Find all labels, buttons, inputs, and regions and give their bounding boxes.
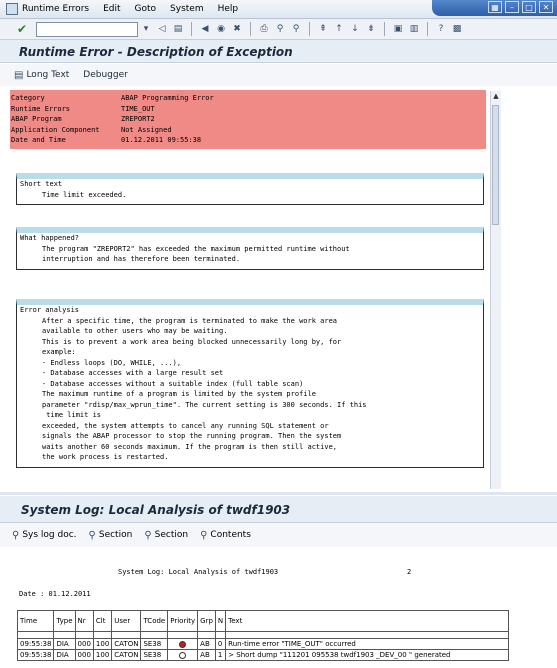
help-icon[interactable]: ? [438,24,444,34]
long-text-button[interactable] [14,70,69,81]
new-session-icon[interactable]: ▣ [393,24,403,34]
find-next-icon[interactable]: ⚲ [292,24,300,34]
cell-grp: AB [198,650,216,661]
header-key: Date and Time [11,136,66,144]
section-icon: ⚲ [88,529,96,541]
cell-clt: 100 [93,650,111,661]
debugger-button[interactable] [83,70,128,80]
vertical-scrollbar[interactable] [490,91,501,489]
next-page-icon[interactable]: ↓ [351,24,359,34]
section-button-2[interactable] [144,530,188,541]
cell-grp: AB [198,639,216,650]
save-icon[interactable]: ▤ [173,24,183,34]
standard-toolbar [0,19,557,40]
section-line: After a specific time, the program is terminated to make the work area [42,316,338,325]
section-line: the work process is restarted. [42,453,169,461]
table-row[interactable] [18,639,509,650]
menu-help[interactable]: Help [217,4,239,14]
debugger-label: Debugger [83,70,128,80]
section-label: Section [98,530,133,540]
column-header: Text [226,611,509,632]
syslog-list-title: System Log: Local Analysis of twdf1903 [118,568,279,576]
application-toolbar [0,64,557,86]
column-header: Clt [93,611,111,632]
minimize-icon[interactable]: – [505,1,519,13]
command-field[interactable] [36,22,138,37]
cell-type: DIA [54,639,75,650]
syslog-toolbar [0,523,557,547]
cell-tcode: SE38 [141,650,168,661]
section-icon: ⚲ [144,529,152,541]
section-line: parameter "rdisp/max_wprun_time". The current setting is 300 seconds. If this [42,400,367,409]
dump-content [8,90,488,490]
section-line: available to other users who may be waiting. [42,327,228,335]
section-line: - Endless loops (DO, WHILE, ...), [42,358,182,367]
header-value: ABAP Programming Error [121,94,214,102]
last-page-icon[interactable]: ⇟ [367,24,375,34]
header-key: ABAP Program [11,115,62,123]
section-line: - Database accesses with a large result set [42,369,224,377]
sys-log-doc-label: Sys log doc. [22,530,77,540]
column-header: Type [54,611,75,632]
toolbar-separator [427,22,428,36]
section-line: This is to prevent a work area being blocked unnecessarily long by, for [42,337,342,346]
what-happened-box [16,227,484,270]
window-controls [432,0,557,16]
app-menu-icon[interactable] [6,3,18,15]
customize-layout-icon[interactable]: ▦ [488,1,502,13]
syslog-page-number: 2 [407,568,412,576]
syslog-table [17,610,509,661]
command-dropdown-icon[interactable]: ▾ [143,24,149,34]
menu-system[interactable]: System [170,4,204,14]
previous-page-icon[interactable]: ↑ [335,24,343,34]
find-icon[interactable]: ⚲ [276,24,284,34]
section-line: Time limit exceeded. [42,190,127,199]
header-key: Application Component [11,125,100,134]
cell-priority [168,639,198,650]
column-header: Time [18,611,54,632]
section-title: What happened? [20,234,80,242]
error-analysis-box [16,299,484,468]
table-spacer [18,632,509,639]
cell-priority [168,650,198,661]
long-text-icon: ▤ [14,69,24,81]
section-line: time limit is [42,411,102,419]
close-icon[interactable]: ✕ [539,1,553,13]
screen-title-bar [0,40,557,63]
cell-n: 0 [215,639,225,650]
header-value: 01.12.2011 09:55:38 [121,136,202,144]
back-nav-icon[interactable]: ◀ [201,24,209,34]
syslog-content [0,548,557,668]
enter-check-icon[interactable]: ✔ [16,22,28,36]
contents-label: Contents [210,530,251,540]
cell-time: 09:55:38 [18,650,54,661]
column-header: Priority [168,611,198,632]
menu-goto[interactable]: Goto [134,4,157,14]
contents-button[interactable] [200,530,251,541]
toolbar-separator [309,22,310,36]
scroll-up-icon[interactable]: ▲ [493,92,499,100]
table-header-row [18,611,509,632]
syslog-date: Date : 01.12.2011 [19,590,91,598]
column-header: Grp [198,611,216,632]
print-icon[interactable]: ⎙ [260,24,268,34]
header-value: ZREPORT2 [121,115,155,123]
back-icon[interactable]: ◁ [158,24,166,34]
priority-empty-light-icon [179,652,186,659]
table-row[interactable] [18,650,509,661]
page-title: Runtime Error - Description of Exception [19,45,293,59]
cell-clt: 100 [93,639,111,650]
cell-text: > Short dump "111201 095538 twdf1903 _DEV_00 " generated [226,650,509,661]
menu-bar [0,0,557,19]
section-line: The program "ZREPORT2" has exceeded the maximum permitted runtime without [42,244,350,253]
column-header: Nr [75,611,93,632]
cell-type: DIA [54,650,75,661]
layout-menu-icon[interactable]: ▩ [452,24,462,34]
scroll-thumb[interactable] [492,105,499,225]
maximize-icon[interactable]: □ [522,1,536,13]
header-row [10,104,486,115]
header-key: Runtime Errors [11,104,71,113]
long-text-label: Long Text [26,70,70,80]
shortcut-icon[interactable]: ▥ [409,24,419,34]
menu-edit[interactable]: Edit [103,4,121,14]
section-line: exceeded, the system attempts to cancel any running SQL statement or [42,421,329,430]
cell-nr: 000 [75,639,93,650]
header-row [10,125,486,136]
header-row [10,114,486,125]
section-line: - Database accesses without a suitable index (full table scan) [42,379,304,388]
header-row [10,135,486,146]
section-label: Section [154,530,189,540]
cell-tcode: SE38 [141,639,168,650]
contents-icon: ⚲ [200,529,208,541]
section-title: Error analysis [20,306,80,314]
section-line: interruption and has therefore been terminated. [42,255,241,263]
column-header: User [112,611,141,632]
cell-user: CATON [112,639,141,650]
column-header: N [215,611,225,632]
cell-n: 1 [215,650,225,661]
cancel-icon[interactable]: ✖ [233,24,241,34]
section-button[interactable] [89,530,133,541]
section-title: Short text [20,180,63,188]
section-line: waits another 60 seconds maximum. If the program is then still active, [42,442,338,451]
section-line: signals the ABAP processor to stop the running program. Then the system [42,432,342,440]
priority-red-light-icon [179,641,186,648]
column-header: TCode [141,611,168,632]
syslog-title: System Log: Local Analysis of twdf1903 [21,503,291,517]
menu-runtime-errors[interactable]: Runtime Errors [22,4,90,14]
exit-icon[interactable]: ◉ [217,24,225,34]
splitter[interactable] [0,492,557,495]
cell-time: 09:55:38 [18,639,54,650]
section-line: example: [42,348,76,356]
syslog-title-bar [0,496,557,523]
first-page-icon[interactable]: ⇞ [319,24,327,34]
header-key: Category [11,94,45,102]
search-doc-icon: ⚲ [12,529,20,541]
sys-log-doc-button[interactable] [12,530,77,541]
toolbar-separator [384,22,385,36]
toolbar-separator [250,22,251,36]
short-text-box [16,173,484,205]
cell-user: CATON [112,650,141,661]
section-line: The maximum runtime of a program is limited by the system profile [42,390,316,398]
toolbar-separator [191,22,192,36]
cell-nr: 000 [75,650,93,661]
dump-header [10,90,486,149]
cell-text: Run-time error "TIME_OUT" occurred [226,639,509,650]
header-value: TIME_OUT [121,104,155,113]
header-row [10,93,486,104]
header-value: Not Assigned [121,125,172,134]
